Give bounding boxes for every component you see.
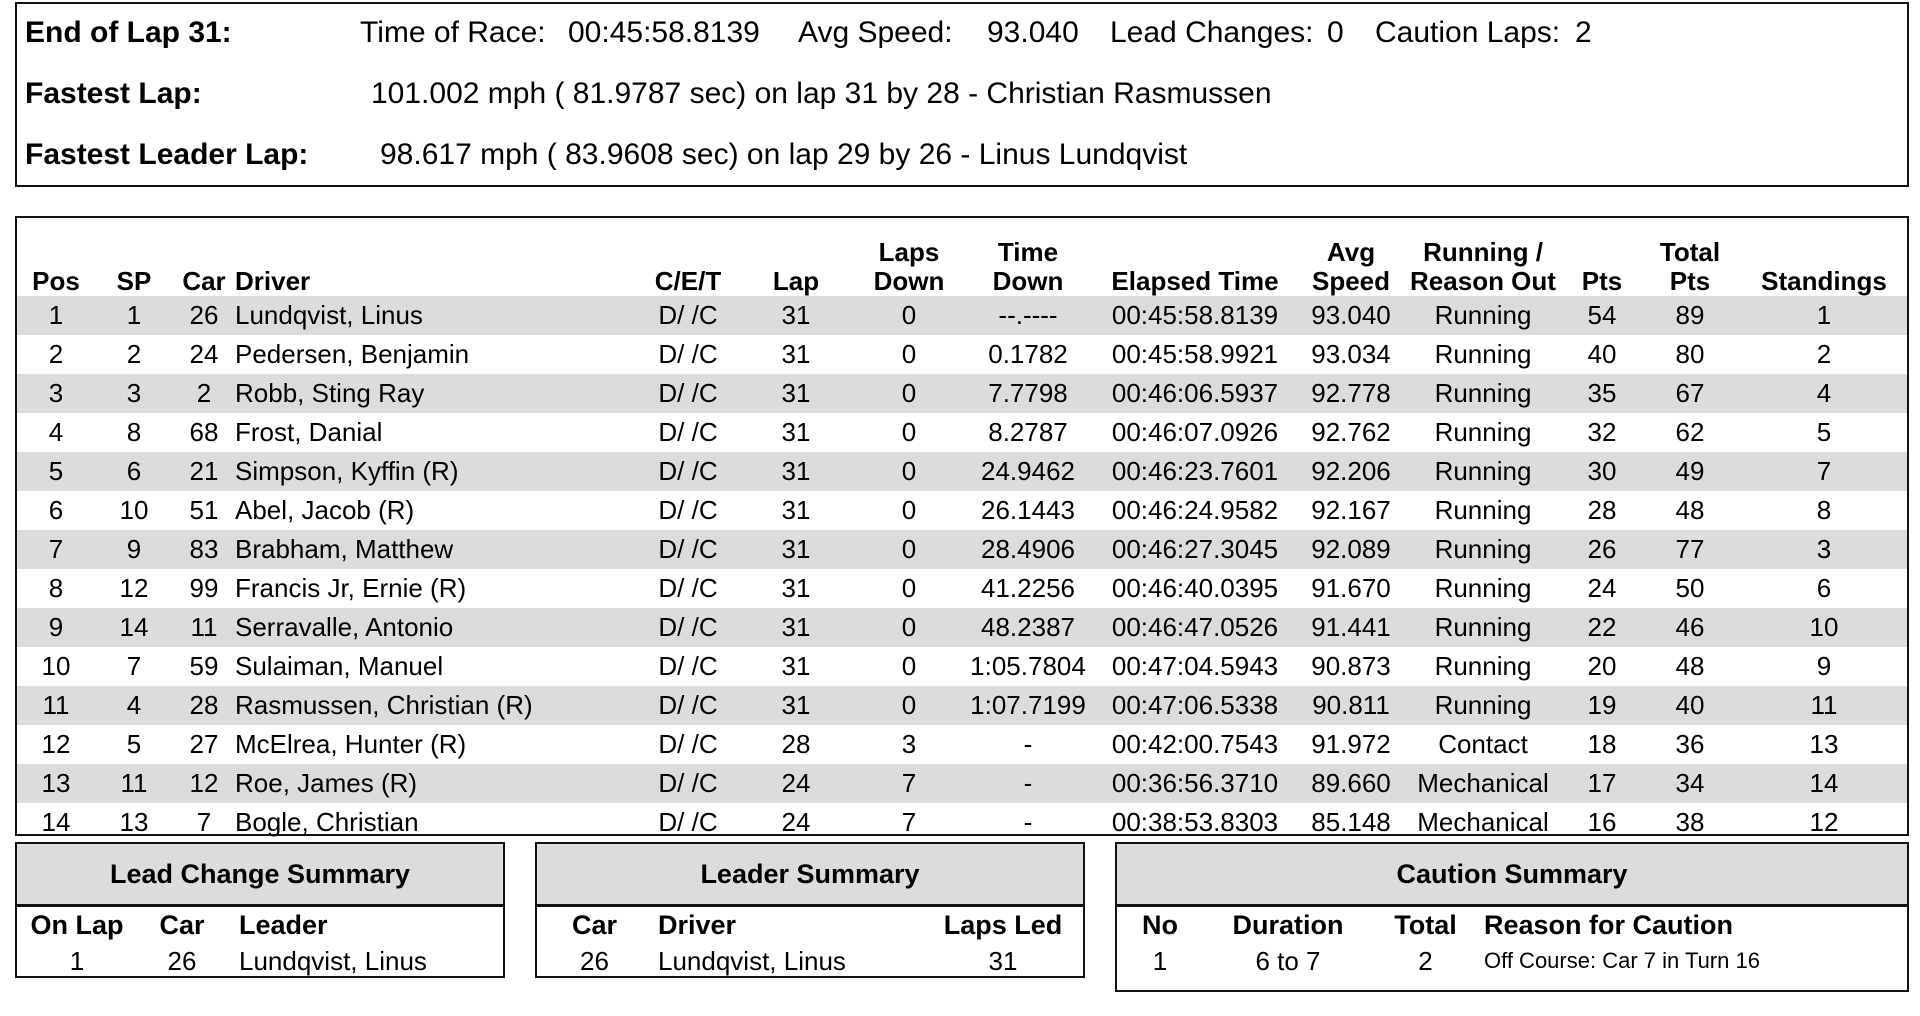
cell-sp: 14 — [95, 608, 173, 647]
cell-pos: 1 — [17, 296, 95, 335]
caution-summary — [1115, 842, 1909, 992]
cell-standings: 9 — [1816, 651, 1832, 681]
col-running-reason: Running / Reason Out — [1410, 237, 1556, 296]
cell-car: 7 — [196, 807, 212, 837]
cell-sp: 13 — [119, 807, 149, 837]
cell-laps-down: 0 — [851, 608, 967, 647]
cell-avg-speed: 90.811 — [1301, 686, 1401, 725]
results-header-row — [17, 228, 1907, 296]
cell-pos: 3 — [17, 374, 95, 413]
cell-car: 26 — [173, 296, 235, 335]
lead-changes-value: 0 — [1327, 16, 1344, 49]
leader-summary — [535, 842, 1085, 978]
cell-standings: 13 — [1809, 729, 1839, 759]
cell-pts: 24 — [1587, 573, 1617, 603]
cell-elapsed-time: 00:47:04.5943 — [1111, 651, 1279, 681]
cell-time-down: 24.9462 — [967, 452, 1089, 491]
table-row — [17, 686, 1907, 725]
caution-laps-label: Caution Laps: — [1375, 16, 1561, 49]
caution-summary-title: Caution Summary — [1117, 844, 1907, 907]
cell-running-reason: Running — [1401, 452, 1565, 491]
cell-sp: 8 — [126, 417, 142, 447]
cell-driver: Rasmussen, Christian (R) — [235, 686, 635, 725]
cell-running-reason: Running — [1434, 573, 1532, 603]
cell-driver: Lundqvist, Linus — [235, 296, 635, 335]
col-sp: SP — [116, 266, 152, 296]
col-cet: C/E/T — [654, 266, 722, 296]
cell-elapsed-time: 00:46:27.3045 — [1089, 530, 1301, 569]
cell-avg-speed: 91.670 — [1311, 573, 1391, 603]
lead-change-lap: 1 — [69, 945, 85, 976]
cell-lap: 24 — [781, 807, 811, 837]
table-row — [17, 374, 1907, 413]
cell-running-reason: Running — [1434, 339, 1532, 369]
cell-sp: 3 — [95, 374, 173, 413]
cell-total-pts: 36 — [1675, 729, 1705, 759]
cell-pts: 16 — [1587, 807, 1617, 837]
cell-driver: Brabham, Matthew — [235, 530, 635, 569]
cell-time-down: 7.7798 — [967, 374, 1089, 413]
cell-car: 99 — [189, 573, 219, 603]
cell-pts: 26 — [1565, 530, 1639, 569]
cell-driver: Frost, Danial — [235, 417, 383, 447]
cell-pos: 4 — [48, 417, 64, 447]
cell-sp: 1 — [95, 296, 173, 335]
cell-avg-speed: 92.089 — [1301, 530, 1401, 569]
table-row — [17, 413, 1907, 452]
cell-cet: D/ /C — [635, 608, 741, 647]
lead-change-car: 26 — [167, 945, 197, 976]
cell-total-pts: 62 — [1675, 417, 1705, 447]
cell-total-pts: 67 — [1639, 374, 1741, 413]
cell-cet: D/ /C — [635, 374, 741, 413]
cell-sp: 10 — [119, 495, 149, 525]
cell-driver: Robb, Sting Ray — [235, 374, 635, 413]
cell-elapsed-time: 00:38:53.8303 — [1111, 807, 1279, 837]
cell-cet: D/ /C — [635, 764, 741, 803]
cell-time-down: - — [967, 764, 1089, 803]
table-row — [17, 296, 1907, 335]
cell-pts: 20 — [1587, 651, 1617, 681]
cell-cet: D/ /C — [658, 807, 718, 837]
cell-avg-speed: 93.034 — [1311, 339, 1391, 369]
race-summary-header — [15, 2, 1909, 187]
cell-elapsed-time: 00:45:58.8139 — [1089, 296, 1301, 335]
cell-total-pts: 48 — [1675, 495, 1705, 525]
cell-lap: 31 — [781, 573, 811, 603]
cell-total-pts: 89 — [1639, 296, 1741, 335]
caution-total: 2 — [1418, 945, 1433, 976]
col-standings: Standings — [1761, 266, 1887, 296]
cell-time-down: --.---- — [967, 296, 1089, 335]
cell-time-down: 0.1782 — [988, 339, 1068, 369]
cell-car: 83 — [173, 530, 235, 569]
cell-pts: 30 — [1565, 452, 1639, 491]
cell-total-pts: 49 — [1639, 452, 1741, 491]
table-row — [17, 569, 1907, 608]
cell-laps-down: 0 — [901, 339, 917, 369]
cell-driver: Serravalle, Antonio — [235, 608, 635, 647]
cell-running-reason: Running — [1434, 417, 1532, 447]
cell-total-pts: 46 — [1639, 608, 1741, 647]
caution-reason: Off Course: Car 7 in Turn 16 — [1484, 948, 1760, 973]
cell-elapsed-time: 00:47:06.5338 — [1089, 686, 1301, 725]
cell-car: 2 — [173, 374, 235, 413]
cell-cet: D/ /C — [635, 686, 741, 725]
cell-lap: 31 — [741, 374, 851, 413]
cell-elapsed-time: 00:46:06.5937 — [1089, 374, 1301, 413]
cell-pos: 9 — [17, 608, 95, 647]
cell-cet: D/ /C — [658, 495, 718, 525]
race-results-table — [17, 228, 1907, 842]
cell-cet: D/ /C — [635, 296, 741, 335]
col-car: Car — [571, 909, 618, 940]
cell-lap: 31 — [741, 452, 851, 491]
cell-cet: D/ /C — [658, 339, 718, 369]
caution-row — [1117, 943, 1907, 979]
cell-driver: Simpson, Kyffin (R) — [235, 452, 635, 491]
cell-standings: 7 — [1741, 452, 1907, 491]
cell-cet: D/ /C — [658, 729, 718, 759]
cell-pts: 40 — [1587, 339, 1617, 369]
col-total-pts: Total Pts — [1659, 237, 1721, 296]
cell-running-reason: Contact — [1438, 729, 1528, 759]
cell-time-down: 28.4906 — [967, 530, 1089, 569]
cell-laps-down: 7 — [901, 807, 917, 837]
cell-sp: 7 — [126, 651, 142, 681]
cell-total-pts: 40 — [1639, 686, 1741, 725]
cell-standings: 4 — [1741, 374, 1907, 413]
leader-driver: Lundqvist, Linus — [658, 945, 846, 976]
lead-change-summary-title: Lead Change Summary — [17, 844, 503, 907]
col-laps-led: Laps Led — [943, 909, 1063, 940]
col-leader: Leader — [239, 909, 328, 940]
cell-cet: D/ /C — [658, 417, 718, 447]
table-row — [17, 647, 1907, 686]
cell-sp: 2 — [126, 339, 142, 369]
table-row — [17, 725, 1907, 764]
cell-laps-down: 0 — [901, 573, 917, 603]
cell-running-reason: Running — [1401, 686, 1565, 725]
cell-laps-down: 0 — [851, 296, 967, 335]
cell-pos: 11 — [17, 686, 95, 725]
cell-pts: 18 — [1587, 729, 1617, 759]
cell-driver: Sulaiman, Manuel — [235, 651, 444, 681]
cell-standings: 5 — [1816, 417, 1832, 447]
cell-running-reason: Running — [1401, 296, 1565, 335]
cell-total-pts: 80 — [1675, 339, 1705, 369]
cell-avg-speed: 91.441 — [1301, 608, 1401, 647]
cell-pos: 12 — [41, 729, 71, 759]
lead-change-summary — [15, 842, 505, 978]
caution-no: 1 — [1152, 945, 1168, 976]
caution-summary-table — [1117, 907, 1907, 979]
table-row — [17, 452, 1907, 491]
time-of-race-label: Time of Race: — [360, 16, 546, 49]
race-results-panel — [15, 216, 1909, 836]
caution-duration: 6 to 7 — [1255, 945, 1321, 976]
end-of-lap-label: End of Lap 31: — [25, 16, 232, 49]
cell-laps-down: 0 — [851, 374, 967, 413]
cell-sp: 5 — [126, 729, 142, 759]
table-row — [17, 608, 1907, 647]
table-row — [17, 530, 1907, 569]
cell-pts: 17 — [1565, 764, 1639, 803]
cell-sp: 9 — [95, 530, 173, 569]
cell-elapsed-time: 00:42:00.7543 — [1111, 729, 1279, 759]
cell-pos: 10 — [41, 651, 71, 681]
cell-pts: 28 — [1587, 495, 1617, 525]
cell-elapsed-time: 00:46:40.0395 — [1111, 573, 1279, 603]
cell-pos: 14 — [41, 807, 71, 837]
cell-avg-speed: 93.040 — [1301, 296, 1401, 335]
cell-running-reason: Running — [1434, 495, 1532, 525]
cell-time-down: 41.2256 — [981, 573, 1075, 603]
cell-lap: 31 — [781, 339, 811, 369]
lead-change-table — [17, 907, 503, 979]
cell-driver: Bogle, Christian — [235, 807, 419, 837]
cell-laps-down: 7 — [851, 764, 967, 803]
avg-speed-label: Avg Speed: — [798, 16, 953, 49]
leader-car: 26 — [580, 945, 609, 976]
cell-car: 12 — [173, 764, 235, 803]
cell-time-down: 48.2387 — [967, 608, 1089, 647]
cell-laps-down: 3 — [901, 729, 917, 759]
cell-standings: 2 — [1816, 339, 1832, 369]
cell-pts: 32 — [1587, 417, 1617, 447]
cell-avg-speed: 92.762 — [1311, 417, 1391, 447]
fastest-lap-label: Fastest Lap: — [25, 77, 202, 110]
cell-total-pts: 50 — [1675, 573, 1705, 603]
cell-running-reason: Running — [1401, 608, 1565, 647]
cell-pos: 6 — [48, 495, 64, 525]
col-total: Total — [1394, 909, 1457, 940]
cell-avg-speed: 91.972 — [1311, 729, 1391, 759]
leader-summary-row — [537, 943, 1083, 979]
cell-car: 28 — [173, 686, 235, 725]
cell-driver: Abel, Jacob (R) — [235, 495, 415, 525]
cell-standings: 14 — [1741, 764, 1907, 803]
cell-laps-down: 0 — [901, 417, 917, 447]
cell-avg-speed: 89.660 — [1301, 764, 1401, 803]
cell-avg-speed: 90.873 — [1311, 651, 1391, 681]
table-row — [17, 764, 1907, 803]
cell-car: 68 — [189, 417, 219, 447]
cell-standings: 8 — [1816, 495, 1832, 525]
col-lap: Lap — [772, 266, 820, 296]
cell-car: 21 — [173, 452, 235, 491]
cell-pts: 35 — [1565, 374, 1639, 413]
cell-lap: 31 — [781, 651, 811, 681]
cell-time-down: - — [1023, 729, 1033, 759]
cell-running-reason: Mechanical — [1417, 807, 1549, 837]
cell-standings: 6 — [1816, 573, 1832, 603]
col-driver: Driver — [235, 266, 311, 296]
cell-lap: 31 — [741, 686, 851, 725]
cell-cet: D/ /C — [635, 452, 741, 491]
cell-sp: 6 — [95, 452, 173, 491]
col-car: Car — [159, 909, 205, 940]
cell-laps-down: 0 — [901, 651, 917, 681]
col-avg-speed: Avg Speed — [1311, 237, 1391, 296]
cell-avg-speed: 92.206 — [1301, 452, 1401, 491]
col-laps-down: Laps Down — [873, 237, 945, 296]
lead-change-leader: Lundqvist, Linus — [239, 945, 427, 976]
cell-time-down: 8.2787 — [988, 417, 1068, 447]
cell-car: 59 — [189, 651, 219, 681]
caution-laps-value: 2 — [1575, 16, 1592, 49]
leader-summary-table — [537, 907, 1083, 979]
cell-driver: Pedersen, Benjamin — [235, 339, 470, 369]
cell-elapsed-time: 00:46:24.9582 — [1111, 495, 1279, 525]
cell-lap: 31 — [741, 296, 851, 335]
cell-sp: 12 — [119, 573, 149, 603]
cell-car: 51 — [189, 495, 219, 525]
cell-lap: 31 — [741, 608, 851, 647]
cell-elapsed-time: 00:45:58.9921 — [1111, 339, 1279, 369]
cell-lap: 31 — [781, 495, 811, 525]
cell-time-down: 26.1443 — [981, 495, 1075, 525]
cell-sp: 4 — [95, 686, 173, 725]
cell-lap: 24 — [741, 764, 851, 803]
cell-pos: 2 — [48, 339, 64, 369]
col-duration: Duration — [1232, 909, 1344, 940]
cell-total-pts: 34 — [1639, 764, 1741, 803]
cell-time-down: - — [1023, 807, 1033, 837]
cell-elapsed-time: 00:46:07.0926 — [1111, 417, 1279, 447]
cell-standings: 3 — [1741, 530, 1907, 569]
cell-laps-down: 0 — [851, 530, 967, 569]
cell-driver: McElrea, Hunter (R) — [235, 729, 467, 759]
col-pts: Pts — [1581, 266, 1623, 296]
cell-elapsed-time: 00:46:47.0526 — [1089, 608, 1301, 647]
cell-elapsed-time: 00:46:23.7601 — [1089, 452, 1301, 491]
col-driver: Driver — [658, 909, 737, 940]
cell-car: 11 — [173, 608, 235, 647]
cell-time-down: 1:05.7804 — [970, 651, 1086, 681]
cell-avg-speed: 85.148 — [1311, 807, 1391, 837]
table-row — [17, 335, 1907, 374]
cell-standings: 1 — [1741, 296, 1907, 335]
cell-laps-down: 0 — [851, 686, 967, 725]
cell-pos: 5 — [17, 452, 95, 491]
time-of-race-value: 00:45:58.8139 — [568, 16, 760, 49]
fastest-leader-lap-label: Fastest Leader Lap: — [25, 138, 309, 171]
col-elapsed-time: Elapsed Time — [1111, 266, 1279, 296]
cell-pos: 13 — [17, 764, 95, 803]
fastest-lap-value: 101.002 mph ( 81.9787 sec) on lap 31 by 28 - Christian Rasmussen — [371, 77, 1272, 110]
col-on-lap: On Lap — [30, 909, 124, 940]
leader-laps-led: 31 — [988, 945, 1018, 976]
cell-pts: 54 — [1565, 296, 1639, 335]
fastest-leader-lap-value: 98.617 mph ( 83.9608 sec) on lap 29 by 26 - Linus Lundqvist — [380, 138, 1188, 171]
cell-avg-speed: 92.778 — [1301, 374, 1401, 413]
cell-elapsed-time: 00:36:56.3710 — [1089, 764, 1301, 803]
leader-summary-title: Leader Summary — [537, 844, 1083, 907]
cell-standings: 11 — [1741, 686, 1907, 725]
col-reason: Reason for Caution — [1484, 909, 1734, 940]
cell-driver: Francis Jr, Ernie (R) — [235, 573, 467, 603]
cell-total-pts: 38 — [1675, 807, 1705, 837]
cell-time-down: 1:07.7199 — [967, 686, 1089, 725]
cell-running-reason: Running — [1401, 374, 1565, 413]
table-row — [17, 803, 1907, 842]
cell-standings: 12 — [1809, 807, 1839, 837]
lead-change-row — [17, 943, 503, 979]
cell-laps-down: 0 — [901, 495, 917, 525]
cell-sp: 11 — [95, 764, 173, 803]
cell-total-pts: 77 — [1639, 530, 1741, 569]
cell-cet: D/ /C — [635, 530, 741, 569]
cell-driver: Roe, James (R) — [235, 764, 635, 803]
col-car: Car — [182, 266, 226, 296]
col-pos: Pos — [32, 266, 80, 296]
cell-running-reason: Running — [1434, 651, 1532, 681]
col-time-down: Time Down — [992, 237, 1064, 296]
cell-running-reason: Running — [1401, 530, 1565, 569]
cell-avg-speed: 92.167 — [1311, 495, 1391, 525]
cell-laps-down: 0 — [851, 452, 967, 491]
cell-lap: 31 — [741, 530, 851, 569]
col-no: No — [1142, 909, 1178, 940]
cell-pos: 8 — [48, 573, 64, 603]
cell-lap: 31 — [781, 417, 811, 447]
cell-lap: 28 — [781, 729, 811, 759]
cell-cet: D/ /C — [658, 651, 718, 681]
cell-car: 27 — [189, 729, 219, 759]
cell-pts: 19 — [1565, 686, 1639, 725]
cell-total-pts: 48 — [1675, 651, 1705, 681]
lead-changes-label: Lead Changes: — [1110, 16, 1314, 49]
cell-pts: 22 — [1565, 608, 1639, 647]
cell-standings: 10 — [1741, 608, 1907, 647]
cell-car: 24 — [189, 339, 219, 369]
cell-pos: 7 — [17, 530, 95, 569]
table-row — [17, 491, 1907, 530]
cell-running-reason: Mechanical — [1401, 764, 1565, 803]
cell-cet: D/ /C — [658, 573, 718, 603]
avg-speed-value: 93.040 — [987, 16, 1079, 49]
